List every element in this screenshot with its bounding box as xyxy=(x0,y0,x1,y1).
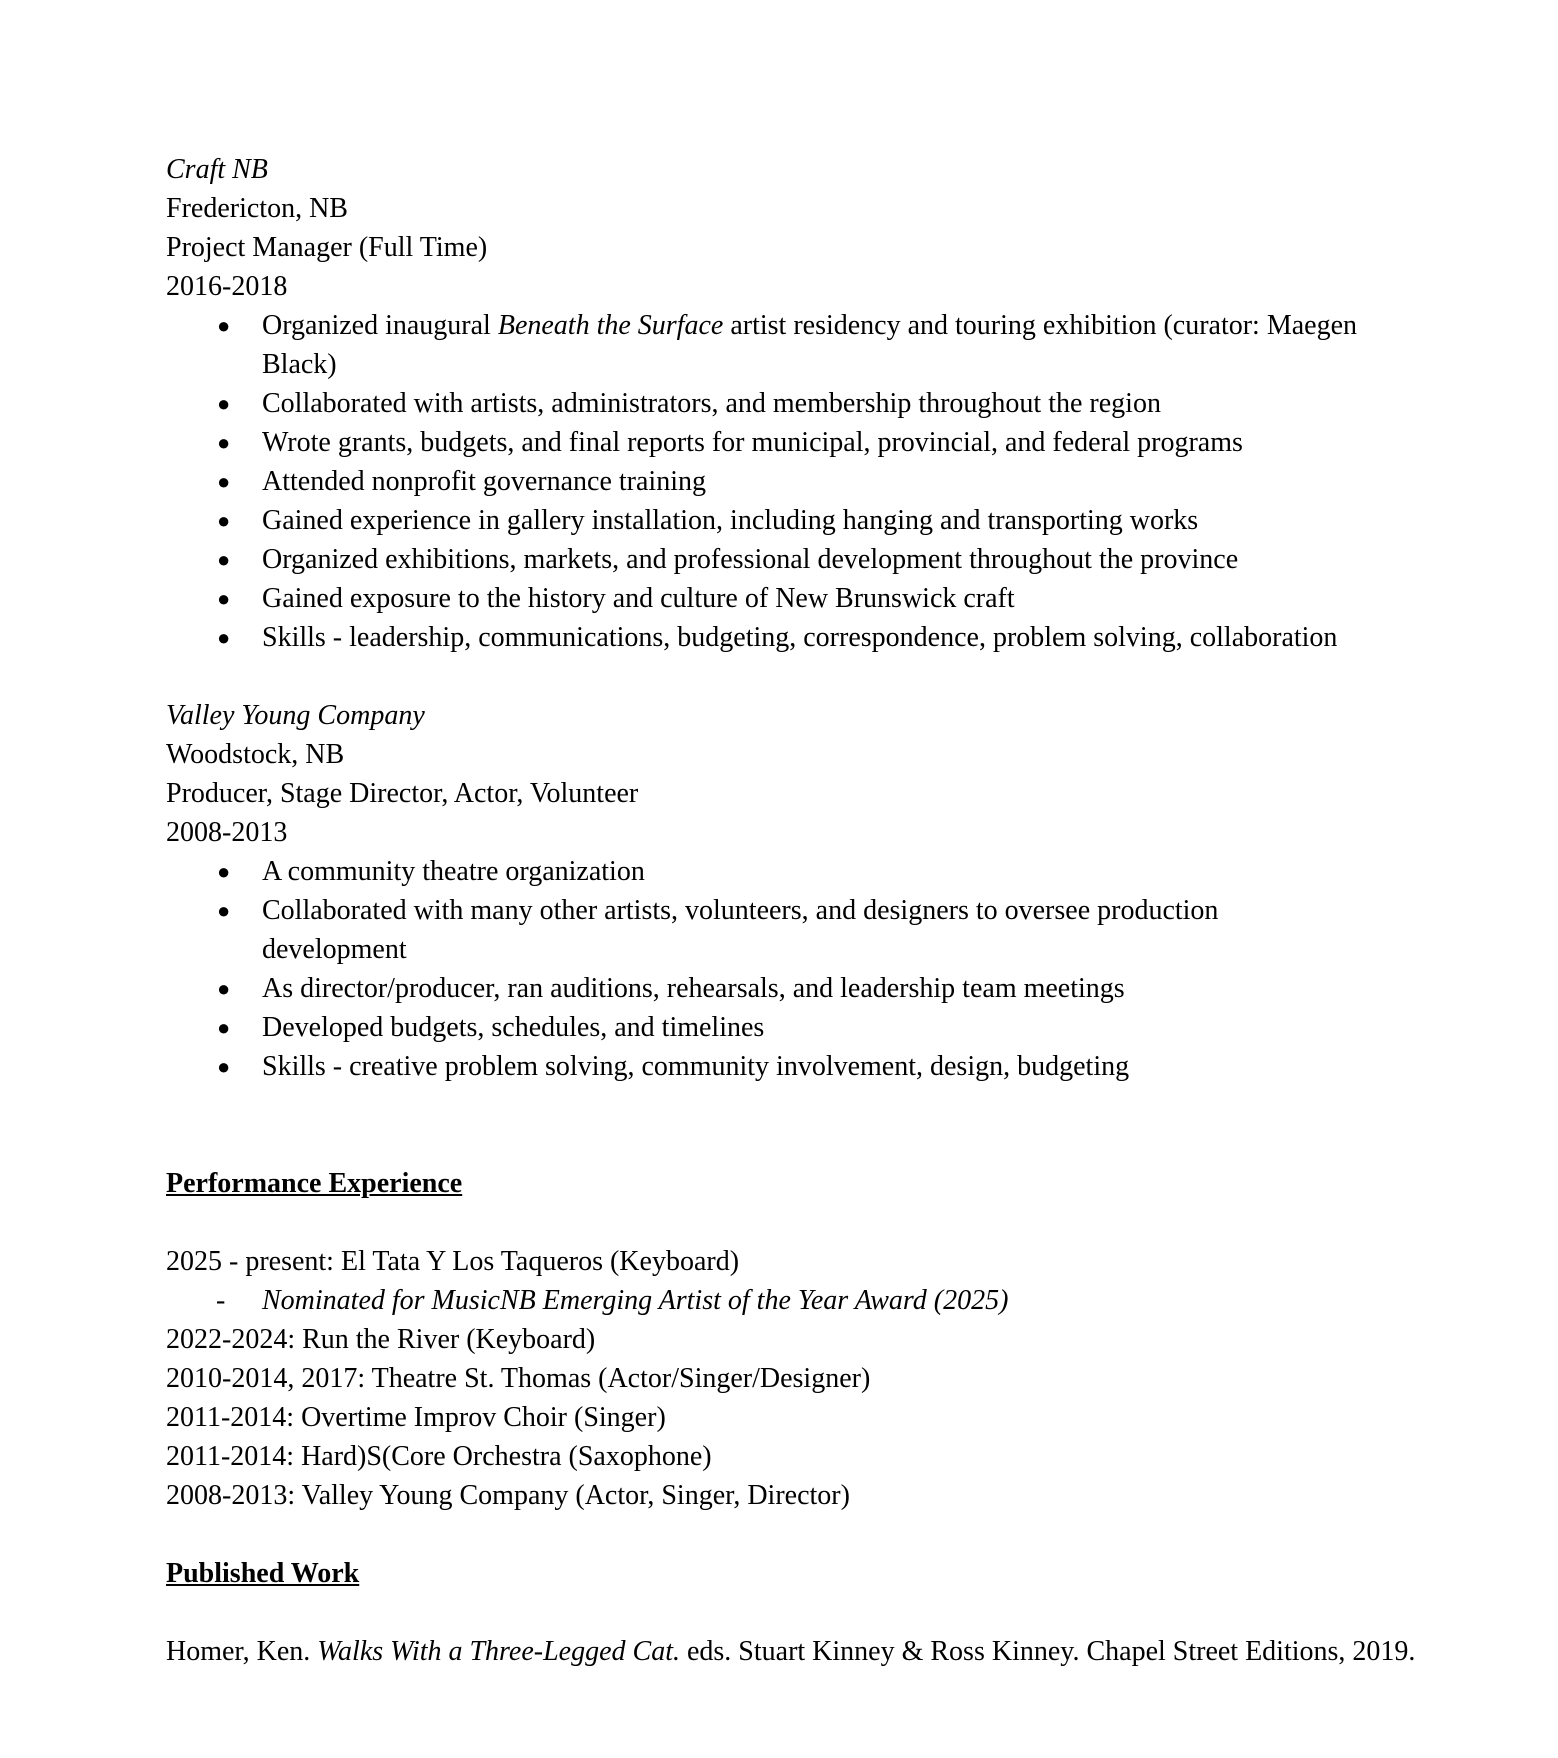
list-item: ● A community theatre organization xyxy=(166,852,1436,891)
organization-name: Craft NB xyxy=(166,154,268,185)
list-item: ● Collaborated with artists, administrators, and membership throughout the region xyxy=(166,384,1436,423)
resume-page xyxy=(166,150,1436,1671)
bullet-icon: ● xyxy=(217,859,231,884)
job-role: Project Manager (Full Time) xyxy=(166,232,488,263)
list-item: ● Attended nonprofit governance training xyxy=(166,462,1436,501)
list-item: ● Skills - leadership, communications, budgeting, correspondence, problem solving, collaboration xyxy=(166,618,1436,657)
performance-item: 2011-2014: Overtime Improv Choir (Singer) xyxy=(166,1402,666,1433)
organization-name: Valley Young Company xyxy=(166,700,425,731)
job-location: Fredericton, NB xyxy=(166,193,348,224)
bullet-icon: ● xyxy=(217,1054,231,1079)
section-heading: Published Work xyxy=(166,1558,360,1589)
bullet-icon: ● xyxy=(217,508,231,533)
bullet-icon: ● xyxy=(217,313,231,338)
list-item: ● Gained exposure to the history and culture of New Brunswick craft xyxy=(166,579,1436,618)
performance-item: 2010-2014, 2017: Theatre St. Thomas (Actor/Singer/Designer) xyxy=(166,1363,871,1394)
bullet-icon: ● xyxy=(217,586,231,611)
bullet-icon: ● xyxy=(217,469,231,494)
performance-item: 2025 - present: El Tata Y Los Taqueros (Keyboard) xyxy=(166,1246,740,1277)
list-item: ● As director/producer, ran auditions, rehearsals, and leadership team meetings xyxy=(166,969,1436,1008)
job-bullet-list xyxy=(166,306,1436,657)
bullet-icon: ● xyxy=(217,430,231,455)
job-craft-nb xyxy=(166,150,1436,657)
job-valley-young-company xyxy=(166,696,1436,1086)
job-role: Producer, Stage Director, Actor, Volunteer xyxy=(166,778,639,809)
performance-item: 2022-2024: Run the River (Keyboard) xyxy=(166,1324,596,1355)
performance-item: 2011-2014: Hard)S(Core Orchestra (Saxophone) xyxy=(166,1441,712,1472)
list-item: ● Organized exhibitions, markets, and professional development throughout the province xyxy=(166,540,1436,579)
bullet-icon: ● xyxy=(217,391,231,416)
job-years: 2016-2018 xyxy=(166,271,288,302)
performance-sub-note: - Nominated for MusicNB Emerging Artist of the Year Award (2025) xyxy=(166,1281,1436,1320)
job-years: 2008-2013 xyxy=(166,817,288,848)
bullet-icon: ● xyxy=(217,625,231,650)
bullet-icon: ● xyxy=(217,976,231,1001)
performance-section xyxy=(166,1164,1436,1515)
list-item: ● Skills - creative problem solving, community involvement, design, budgeting xyxy=(166,1047,1436,1086)
bullet-icon: ● xyxy=(217,1015,231,1040)
section-heading: Performance Experience xyxy=(166,1168,463,1199)
job-bullet-list xyxy=(166,852,1436,1086)
list-item: ● Collaborated with many other artists, volunteers, and designers to oversee production development xyxy=(166,891,1436,969)
dash-icon: - xyxy=(216,1285,226,1316)
bullet-icon: ● xyxy=(217,898,231,923)
publication-citation: Homer, Ken. Walks With a Three-Legged Cat. eds. Stuart Kinney & Ross Kinney. Chapel Street Editions, 2019. xyxy=(166,1636,1416,1667)
list-item: ● Developed budgets, schedules, and timelines xyxy=(166,1008,1436,1047)
list-item: ● Organized inaugural Beneath the Surface artist residency and touring exhibition (curator: Maegen Black) xyxy=(166,306,1436,384)
job-location: Woodstock, NB xyxy=(166,739,345,770)
list-item: ● Wrote grants, budgets, and final reports for municipal, provincial, and federal programs xyxy=(166,423,1436,462)
list-item: ● Gained experience in gallery installation, including hanging and transporting works xyxy=(166,501,1436,540)
bullet-icon: ● xyxy=(217,547,231,572)
published-section xyxy=(166,1554,1436,1671)
performance-item: 2008-2013: Valley Young Company (Actor, Singer, Director) xyxy=(166,1480,850,1511)
